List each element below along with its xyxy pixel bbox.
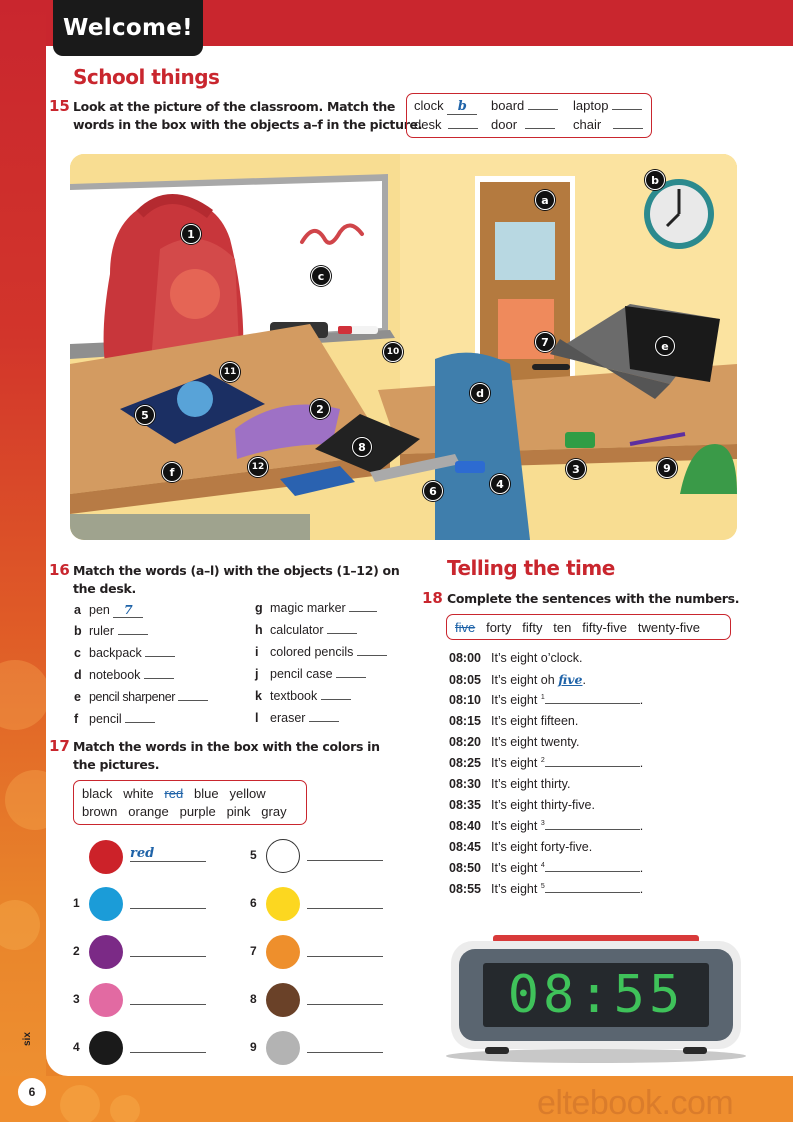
- word: blue: [194, 786, 219, 801]
- word-crossed: red: [164, 786, 184, 801]
- instruction-line: Match the words (a–l) with the objects (1–12) on: [73, 563, 400, 578]
- answer-blank[interactable]: [349, 611, 377, 612]
- word: gray: [261, 804, 287, 819]
- word: black: [82, 786, 113, 801]
- classroom-scene-graphic: [70, 154, 737, 540]
- answer-blank[interactable]: [144, 678, 174, 679]
- marker-d: d: [470, 383, 490, 403]
- ex16-item-l: l eraser: [255, 711, 339, 725]
- marker-8: 8: [352, 437, 372, 457]
- answer-line[interactable]: red: [130, 846, 206, 862]
- time-row: 08:05 It’s eight oh five.: [449, 672, 586, 687]
- classroom-illustration: [70, 154, 737, 540]
- marker-7: 7: [535, 332, 555, 352]
- word-box-15: [406, 93, 652, 138]
- exercise-18-instruction: Complete the sentences with the numbers.: [447, 591, 740, 606]
- marker-c: c: [311, 266, 331, 286]
- color-swatch-red: [89, 840, 123, 874]
- answer-line[interactable]: [307, 845, 383, 861]
- marker-11: 11: [220, 362, 240, 382]
- time-row: 08:55 It’s eight $^5$ .: [449, 882, 644, 896]
- answer-line[interactable]: [307, 893, 383, 909]
- exercise-17-instruction: [73, 738, 380, 774]
- color-number: 5: [250, 848, 257, 862]
- ex16-item-e: e pencil sharpener: [74, 690, 208, 704]
- answer-blank[interactable]: [357, 655, 387, 656]
- instruction-line: words in the box with the objects a–f in the picture.: [73, 117, 423, 132]
- marker-10: 10: [383, 342, 403, 362]
- answer-blank[interactable]: [336, 677, 366, 678]
- answer-line[interactable]: [130, 941, 206, 957]
- exercise-number-18: 18: [422, 589, 443, 607]
- word-box-row: [82, 804, 287, 819]
- answer-line[interactable]: [307, 989, 383, 1005]
- word: forty: [486, 620, 512, 635]
- answer-line[interactable]: [307, 1037, 383, 1053]
- color-swatch-2: [89, 935, 123, 969]
- time-row: 08:00 It’s eight o’clock.: [449, 651, 583, 665]
- answer-blank[interactable]: [125, 722, 155, 723]
- word-door: door: [491, 117, 555, 132]
- marker-4: 4: [490, 474, 510, 494]
- word: fifty: [522, 620, 543, 635]
- color-number: 3: [73, 992, 80, 1006]
- time-row: 08:15 It’s eight fifteen.: [449, 714, 579, 728]
- word-box-17: [73, 780, 307, 825]
- marker-f: f: [162, 462, 182, 482]
- word: purple: [179, 804, 216, 819]
- decor-dot: [60, 1085, 100, 1122]
- color-number: 6: [250, 896, 257, 910]
- color-swatch-9: [266, 1031, 300, 1065]
- answer-blank[interactable]: [613, 128, 643, 129]
- answer-blank[interactable]: [528, 109, 558, 110]
- marker-3: 3: [566, 459, 586, 479]
- answer-blank[interactable]: [545, 766, 640, 767]
- answer-line[interactable]: [130, 1037, 206, 1053]
- digital-alarm-clock: [445, 935, 747, 1063]
- decor-dot: [110, 1095, 140, 1122]
- marker-b: b: [645, 170, 665, 190]
- word: fifty-five: [582, 620, 628, 635]
- instruction-line: the desk.: [73, 581, 136, 596]
- answer-blank[interactable]: 7: [113, 602, 143, 618]
- ex16-item-d: d notebook: [74, 668, 174, 682]
- ex16-item-j: j pencil case: [255, 667, 366, 681]
- time-row: 08:45 It’s eight forty-five.: [449, 840, 593, 854]
- time-row: 08:35 It’s eight thirty-five.: [449, 798, 595, 812]
- word-box-row: [82, 786, 266, 801]
- section-title-telling-time: Telling the time: [447, 556, 615, 580]
- word-crossed: five: [455, 620, 476, 635]
- ex16-item-h: h calculator: [255, 623, 357, 637]
- exercise-number-17: 17: [49, 737, 70, 755]
- time-row: 08:50 It’s eight $^4$ .: [449, 861, 644, 875]
- answer-blank[interactable]: [612, 109, 642, 110]
- answer-blank[interactable]: [327, 633, 357, 634]
- word-clock: clock b: [414, 98, 477, 115]
- color-swatch-5: [266, 839, 300, 873]
- exercise-number-16: 16: [49, 561, 70, 579]
- side-band: [0, 0, 46, 1122]
- color-swatch-4: [89, 1031, 123, 1065]
- answer-blank[interactable]: [448, 128, 478, 129]
- ex16-item-k: k textbook: [255, 689, 351, 703]
- word-laptop: laptop: [573, 98, 642, 113]
- page-word: six: [22, 1032, 33, 1046]
- ex16-item-a: a pen 7: [74, 602, 143, 618]
- answer-blank[interactable]: b: [447, 99, 477, 115]
- answer-line[interactable]: [130, 989, 206, 1005]
- color-swatch-3: [89, 983, 123, 1017]
- answer-blank[interactable]: [545, 871, 640, 872]
- answer-line[interactable]: [307, 941, 383, 957]
- marker-12: 12: [248, 457, 268, 477]
- page-number: 6: [18, 1078, 46, 1106]
- answer-blank[interactable]: [545, 829, 640, 830]
- color-number: 7: [250, 944, 257, 958]
- word: twenty-five: [637, 620, 700, 635]
- marker-5: 5: [135, 405, 155, 425]
- color-number: 4: [73, 1040, 80, 1054]
- unit-badge: Welcome!: [53, 0, 203, 56]
- marker-6: 6: [423, 481, 443, 501]
- marker-a: a: [535, 190, 555, 210]
- instruction-line: the pictures.: [73, 757, 160, 772]
- word-desk: desk: [414, 117, 478, 132]
- color-swatch-7: [266, 935, 300, 969]
- watermark: eltebook.com: [537, 1084, 734, 1122]
- answer-blank[interactable]: [118, 634, 148, 635]
- color-swatch-1: [89, 887, 123, 921]
- time-row: 08:25 It’s eight $^2$ .: [449, 756, 644, 770]
- color-swatch-6: [266, 887, 300, 921]
- ex16-item-i: i colored pencils: [255, 645, 387, 659]
- answer-filled[interactable]: five: [558, 672, 583, 687]
- word: yellow: [229, 786, 266, 801]
- color-number: 1: [73, 896, 80, 910]
- answer-blank[interactable]: [545, 892, 640, 893]
- marker-9: 9: [657, 458, 677, 478]
- color-swatch-8: [266, 983, 300, 1017]
- word-chair: chair: [573, 117, 643, 132]
- word-board: board: [491, 98, 558, 113]
- word: orange: [128, 804, 169, 819]
- word: ten: [553, 620, 572, 635]
- marker-1: 1: [181, 224, 201, 244]
- time-row: 08:40 It’s eight $^3$ .: [449, 819, 644, 833]
- ex16-item-b: b ruler: [74, 624, 148, 638]
- color-number: 9: [250, 1040, 257, 1054]
- answer-blank[interactable]: [321, 699, 351, 700]
- answer-blank[interactable]: [525, 128, 555, 129]
- answer-blank[interactable]: [178, 700, 208, 701]
- ex16-item-g: g magic marker: [255, 601, 377, 615]
- time-row: 08:20 It’s eight twenty.: [449, 735, 580, 749]
- word: brown: [82, 804, 118, 819]
- marker-2: 2: [310, 399, 330, 419]
- answer-line[interactable]: [130, 893, 206, 909]
- color-number: 8: [250, 992, 257, 1006]
- section-title-school-things: School things: [73, 65, 220, 89]
- clock-display: 08:55: [507, 965, 685, 1025]
- exercise-15-instruction: [73, 98, 422, 134]
- answer-blank[interactable]: [545, 703, 640, 704]
- instruction-line: Look at the picture of the classroom. Match the: [73, 99, 396, 114]
- instruction-line: Match the words in the box with the colors in: [73, 739, 380, 754]
- time-row: 08:10 It’s eight $^1$ .: [449, 693, 644, 707]
- ex16-item-c: c backpack: [74, 646, 175, 660]
- exercise-16-instruction: [73, 562, 399, 598]
- word-box-row: [455, 620, 700, 635]
- ex16-item-f: f pencil: [74, 712, 155, 726]
- color-number: 2: [73, 944, 80, 958]
- time-row: 08:30 It’s eight thirty.: [449, 777, 571, 791]
- word: pink: [226, 804, 251, 819]
- word-box-18: [446, 614, 731, 640]
- marker-e: e: [655, 336, 675, 356]
- word: white: [123, 786, 154, 801]
- answer-blank[interactable]: [309, 721, 339, 722]
- exercise-number-15: 15: [49, 97, 70, 115]
- answer-blank[interactable]: [145, 656, 175, 657]
